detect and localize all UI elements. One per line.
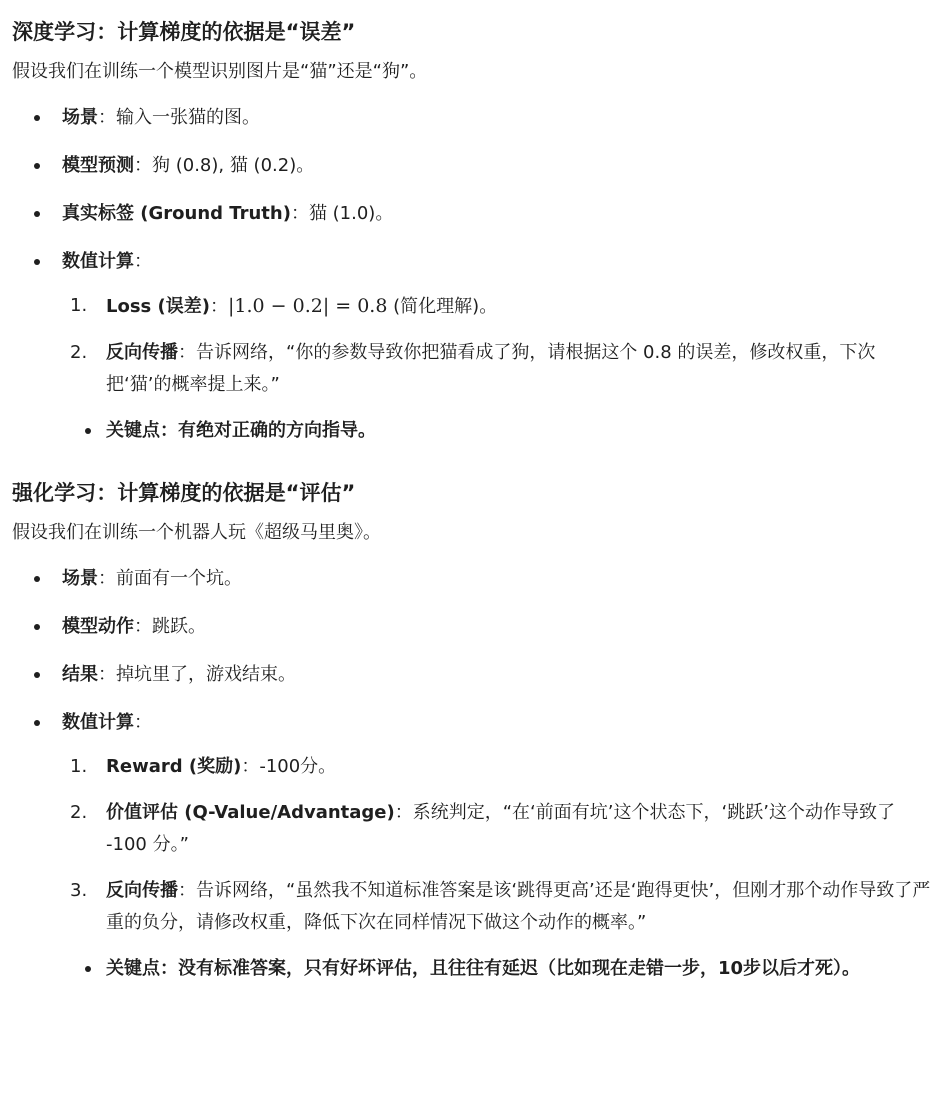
section-reinforcement-learning xyxy=(12,475,938,985)
bullet-list xyxy=(12,563,938,985)
numbered-list xyxy=(62,751,938,939)
numbered-item xyxy=(62,797,938,861)
item-sep: ： xyxy=(134,616,152,637)
item-text: 跳跃。 xyxy=(152,616,206,637)
item-sep: ： xyxy=(241,756,260,777)
item-sep: ： xyxy=(98,568,116,589)
item-sep: ： xyxy=(209,296,228,317)
item-number: 3. xyxy=(70,880,88,901)
item-number: 1. xyxy=(70,295,88,316)
item-text: (简化理解)。 xyxy=(387,296,498,317)
item-label: 反向传播 xyxy=(106,880,178,901)
numbered-item xyxy=(62,290,938,323)
item-text: 狗 (0.8), 猫 (0.2)。 xyxy=(152,155,315,176)
item-sep: ： xyxy=(394,802,413,823)
numbered-item xyxy=(62,337,938,401)
item-label: 模型预测 xyxy=(62,155,134,176)
section-intro: 假设我们在训练一个模型识别图片是“猫”还是“狗”。 xyxy=(12,61,428,82)
item-number: 2. xyxy=(70,342,88,363)
list-item xyxy=(12,611,938,643)
item-label: 数值计算 xyxy=(62,251,134,272)
item-label: 模型动作 xyxy=(62,616,134,637)
item-text: 告诉网络，“你的参数导致你把猫看成了狗，请根据这个 0.8 的误差，修改权重，下次把‘猫’的概率提上来。” xyxy=(106,342,876,395)
item-text: 掉坑里了，游戏结束。 xyxy=(116,664,296,685)
numbered-item xyxy=(62,875,938,939)
item-number: 1. xyxy=(70,756,88,777)
section-deep-learning xyxy=(12,14,938,447)
item-label: 场景 xyxy=(62,107,98,128)
section-title: 强化学习：计算梯度的依据是“评估” xyxy=(12,480,356,505)
item-label: 价值评估 (Q-Value/Advantage) xyxy=(106,802,395,823)
item-sep: ： xyxy=(98,664,116,685)
section-title: 深度学习：计算梯度的依据是“误差” xyxy=(12,19,356,44)
item-number: 2. xyxy=(70,802,88,823)
list-item xyxy=(12,563,938,595)
list-item xyxy=(12,707,938,985)
item-sep: ： xyxy=(134,712,152,733)
item-sep: ： xyxy=(134,155,152,176)
bullet-list xyxy=(12,102,938,447)
item-text: 系统判定，“在‘前面有坑’这个状态下，‘跳跃’这个动作导致了 -100 分。” xyxy=(106,802,895,855)
item-label: 场景 xyxy=(62,568,98,589)
item-label: Reward (奖励) xyxy=(106,756,242,777)
item-label: 结果 xyxy=(62,664,98,685)
item-sep: ： xyxy=(98,107,116,128)
item-label: 反向传播 xyxy=(106,342,178,363)
numbered-item xyxy=(62,751,938,783)
item-text: -100分。 xyxy=(259,756,337,777)
list-item xyxy=(12,150,938,182)
item-label: Loss (误差) xyxy=(106,296,210,317)
item-text: 输入一张猫的图。 xyxy=(116,107,260,128)
math-formula: |1.0 − 0.2| = 0.8 xyxy=(227,295,388,317)
list-item xyxy=(12,659,938,691)
item-label: 数值计算 xyxy=(62,712,134,733)
item-sep: ： xyxy=(290,203,309,224)
item-text: 前面有一个坑。 xyxy=(116,568,242,589)
item-sep: ： xyxy=(134,251,152,272)
key-point: 关键点：没有标准答案，只有好坏评估，且往往有延迟（比如现在走错一步，10步以后才死）。 xyxy=(62,953,938,985)
numbered-list xyxy=(62,290,938,401)
item-label: 真实标签 (Ground Truth) xyxy=(62,203,291,224)
list-item xyxy=(12,102,938,134)
item-text: 猫 (1.0)。 xyxy=(308,203,394,224)
item-sep: ： xyxy=(178,880,196,901)
key-point: 关键点：有绝对正确的方向指导。 xyxy=(62,415,938,447)
item-sep: ： xyxy=(178,342,196,363)
list-item xyxy=(12,198,938,230)
list-item xyxy=(12,246,938,447)
item-text: 告诉网络，“虽然我不知道标准答案是该‘跳得更高’还是‘跑得更快’，但刚才那个动作导致了严重的负分，请修改权重，降低下次在同样情况下做这个动作的概率。” xyxy=(106,880,931,933)
section-intro: 假设我们在训练一个机器人玩《超级马里奥》。 xyxy=(12,522,381,543)
